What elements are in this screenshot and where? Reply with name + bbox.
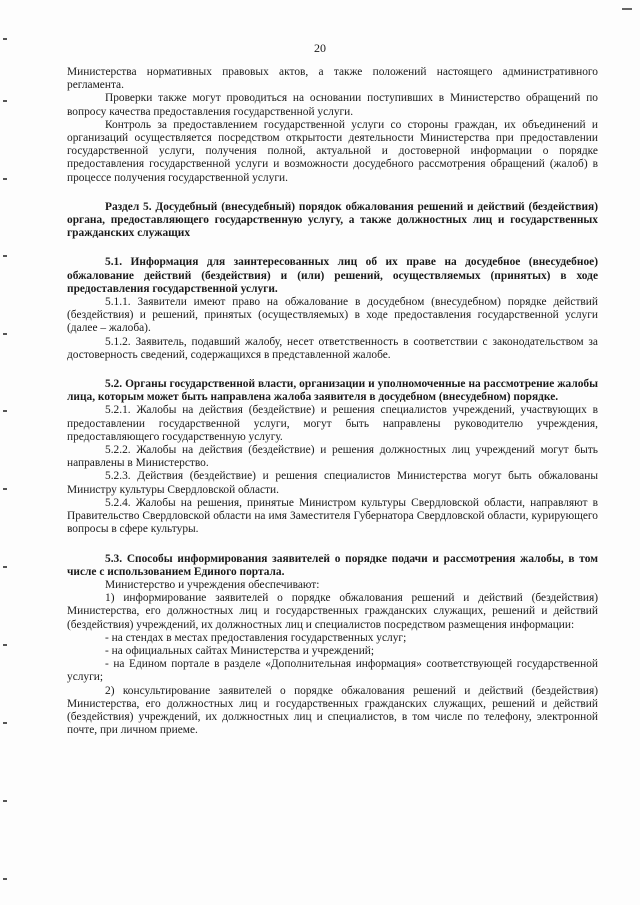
list-item: 2) консультирование заявителей о порядке обжалования решений и действий (бездействия) Министерства, его должностных лиц и государственных гражданских служащих, решений и действий (бездействия) учреждений, их должностных лиц и специалистов, в том числе по телефону, электронной почте, при личном приеме. [67,684,598,737]
paragraph: 5.2.2. Жалобы на действия (бездействие) и решения должностных лиц учреждений могут быть направлены в Министерство. [67,444,598,470]
paragraph: Контроль за предоставлением государственной услуги со стороны граждан, их объединений и организаций осуществляется посредством открытости деятельности Министерства при предоставлении государственной услуги, получения полной, актуальной и достоверной информации о порядке предоставления государственной услуги и возможности досудебного рассмотрения обращений (жалоб) в процессе получения государственной услуги. [67,118,598,184]
paragraph: 5.1.1. Заявители имеют право на обжалование в досудебном (внесудебном) порядке действий (бездействия) и решений, принятых (осуществляемых) в ходе предоставления государственной услуги (далее – жалоба). [67,296,598,335]
list-item: - на стендах в местах предоставления государственных услуг; [105,631,407,644]
subsection-heading: 5.2. Органы государственной власти, организации и уполномоченные на рассмотрение жалобы лица, которым может быть направлена жалоба заявителя в досудебном (внесудебном) порядке. [67,378,598,404]
scan-edge-mark [3,38,7,40]
paragraph: 5.2.1. Жалобы на действия (бездействие) и решения специалистов учреждений, участвующих в предоставлении государственной услуги, могут быть направлены руководителю учреждения, предоставляющего государственную услугу. [67,404,598,443]
paragraph: 5.1.2. Заявитель, подавший жалобу, несет ответственность в соответствии с законодательством за достоверность сведений, содержащихся в представленной жалобе. [67,335,598,361]
paragraph: Проверки также могут проводиться на основании поступивших в Министерство обращений по вопросу качества предоставления государственной услуги. [67,92,598,118]
scan-edge-mark [3,100,7,102]
scan-edge-mark [3,878,7,880]
list-item: - на официальных сайтах Министерства и учреждений; [105,644,375,657]
document-body [67,66,598,737]
scan-corner-mark [622,8,632,10]
paragraph: Министерство и учреждения обеспечивают: [105,578,320,591]
scan-edge-mark [3,722,7,724]
scan-edge-mark [3,333,7,335]
scan-edge-mark [3,178,7,180]
paragraph: 5.2.4. Жалобы на решения, принятые Министром культуры Свердловской области, направляют в Правительство Свердловской области на имя Заместителя Губернатора Свердловской области, курирующего вопросы в сфере культуры. [67,496,598,536]
subsection-heading: 5.3. Способы информирования заявителей о порядке подачи и рассмотрения жалобы, в том числе с использованием Единого портала. [67,552,598,578]
paragraph: Министерства нормативных правовых актов, а также положений настоящего административного регламента. [67,66,598,92]
scan-edge-mark [3,410,7,412]
section-heading: Раздел 5. Досудебный (внесудебный) порядок обжалования решений и действий (бездействия) органа, предоставляющего государственную услугу, а также должностных лиц и государственных гражданских служащих [67,200,598,240]
scan-edge-mark [3,488,7,490]
scan-edge-mark [3,644,7,646]
paragraph: 5.2.3. Действия (бездействие) и решения специалистов Министерства могут быть обжалованы Министру культуры Свердловской области. [67,470,598,496]
list-item: 1) информирование заявителей о порядке обжалования решений и действий (бездействия) Министерства, его должностных лиц и государственных гражданских служащих, решений и действий (бездействия) учреждений, их должностных лиц и специалистов посредством размещения информации: [67,592,598,631]
subsection-heading: 5.1. Информация для заинтересованных лиц об их праве на досудебное (внесудебное) обжалование действий (бездействия) и (или) решений, осуществляемых (принятых) в ходе предоставления государственной услуги. [67,256,598,295]
page-number: 20 [314,41,326,55]
scan-edge-mark [3,800,7,802]
list-item: - на Едином портале в разделе «Дополнительная информация» соответствующей государственной услуги; [67,658,598,684]
scan-edge-mark [3,566,7,568]
scan-edge-mark [3,255,7,257]
